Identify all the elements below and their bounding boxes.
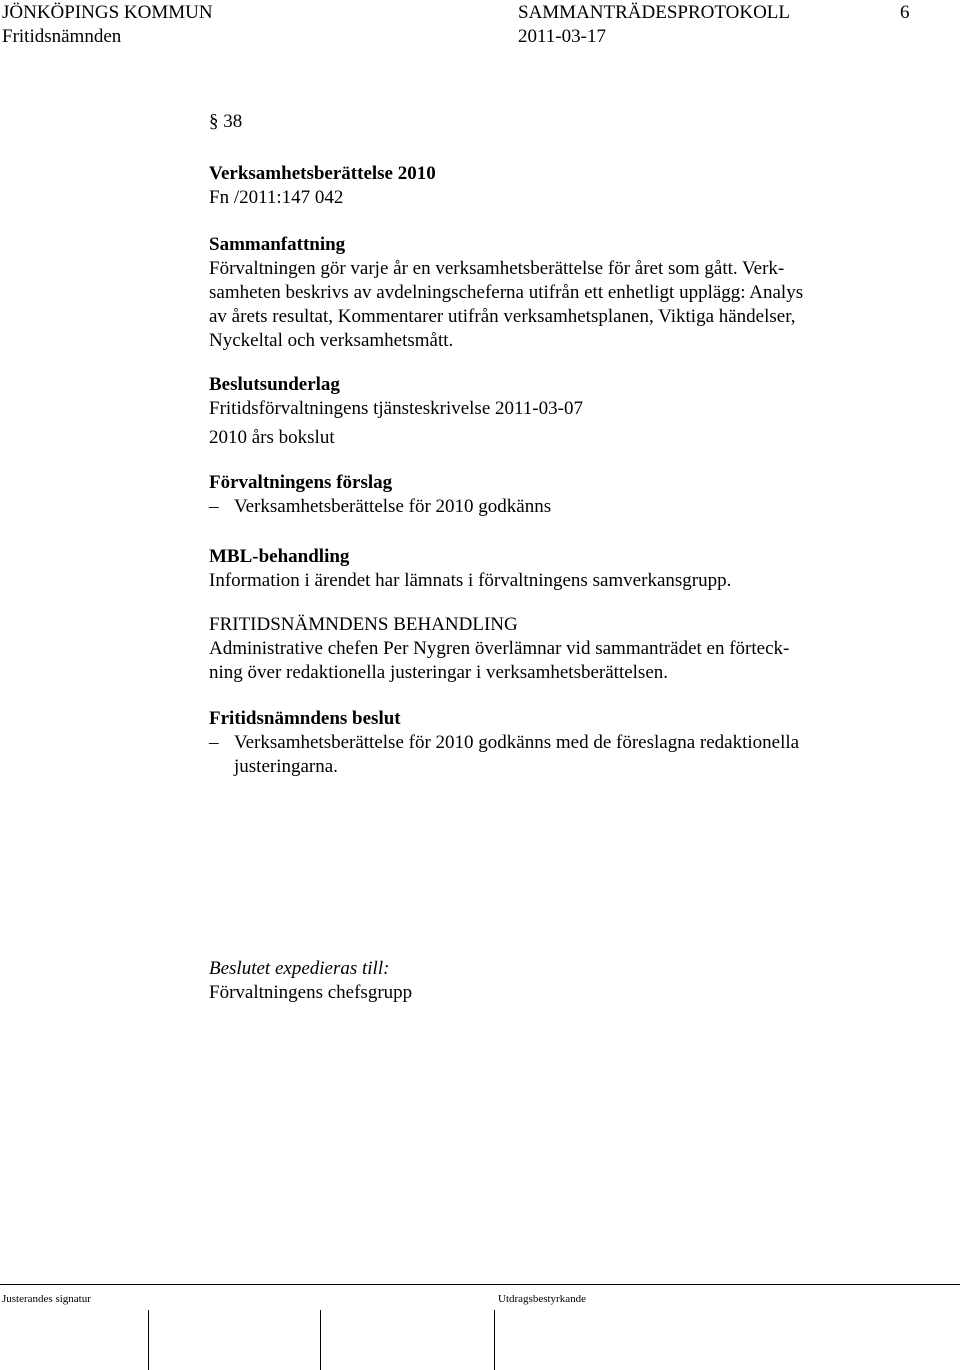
mbl-heading: MBL-behandling bbox=[209, 546, 350, 567]
proposal-dash: – bbox=[209, 496, 219, 517]
section-number-value: 38 bbox=[223, 111, 243, 132]
decision-line: Verksamhetsberättelse för 2010 godkänns med de föreslagna redaktionella bbox=[234, 732, 800, 753]
handling-heading: FRITIDSNÄMNDENS BEHANDLING bbox=[209, 614, 518, 635]
footer-rule bbox=[0, 1284, 960, 1285]
signature-box-divider bbox=[494, 1310, 495, 1370]
dispatch-heading: Beslutet expedieras till: bbox=[209, 958, 390, 979]
signature-box-divider bbox=[320, 1310, 321, 1370]
decision-dash: – bbox=[209, 732, 219, 753]
summary-line: av årets resultat, Kommentarer utifrån verksamhetsplanen, Viktiga händelser, bbox=[209, 306, 796, 327]
basis-item: Fritidsförvaltningens tjänsteskrivelse 2011-03-07 bbox=[209, 398, 583, 419]
dispatch-recipient: Förvaltningens chefsgrupp bbox=[209, 982, 413, 1003]
page-number: 6 bbox=[900, 2, 910, 23]
section-symbol: § bbox=[209, 111, 219, 132]
basis-heading: Beslutsunderlag bbox=[209, 374, 340, 395]
summary-heading: Sammanfattning bbox=[209, 234, 346, 255]
signature-label: Justerandes signatur bbox=[2, 1293, 91, 1305]
signature-box-divider bbox=[148, 1310, 149, 1370]
org-name: JÖNKÖPINGS KOMMUN bbox=[2, 2, 213, 23]
section-number bbox=[209, 110, 242, 134]
summary-line: samheten beskrivs av avdelningscheferna utifrån ett enhetligt upplägg: Analys bbox=[209, 282, 804, 303]
proposal-heading: Förvaltningens förslag bbox=[209, 472, 393, 493]
mbl-text: Information i ärendet har lämnats i förvaltningens samverkansgrupp. bbox=[209, 570, 732, 591]
basis-item: 2010 års bokslut bbox=[209, 427, 335, 448]
proposal-item: Verksamhetsberättelse för 2010 godkänns bbox=[234, 496, 552, 517]
extract-label: Utdragsbestyrkande bbox=[498, 1293, 586, 1305]
handling-line: Administrative chefen Per Nygren överlämnar vid sammanträdet en förteck- bbox=[209, 638, 790, 659]
document-type: SAMMANTRÄDESPROTOKOLL bbox=[518, 2, 791, 23]
summary-line: Förvaltningen gör varje år en verksamhetsberättelse för året som gått. Verk- bbox=[209, 258, 785, 279]
meeting-date: 2011-03-17 bbox=[518, 26, 606, 47]
decision-line: justeringarna. bbox=[234, 756, 338, 777]
section-title: Verksamhetsberättelse 2010 bbox=[209, 163, 436, 184]
committee-name: Fritidsnämnden bbox=[2, 26, 122, 47]
handling-line: ning över redaktionella justeringar i verksamhetsberättelsen. bbox=[209, 662, 669, 683]
case-reference: Fn /2011:147 042 bbox=[209, 187, 344, 208]
decision-heading: Fritidsnämndens beslut bbox=[209, 708, 401, 729]
summary-line: Nyckeltal och verksamhetsmått. bbox=[209, 330, 454, 351]
